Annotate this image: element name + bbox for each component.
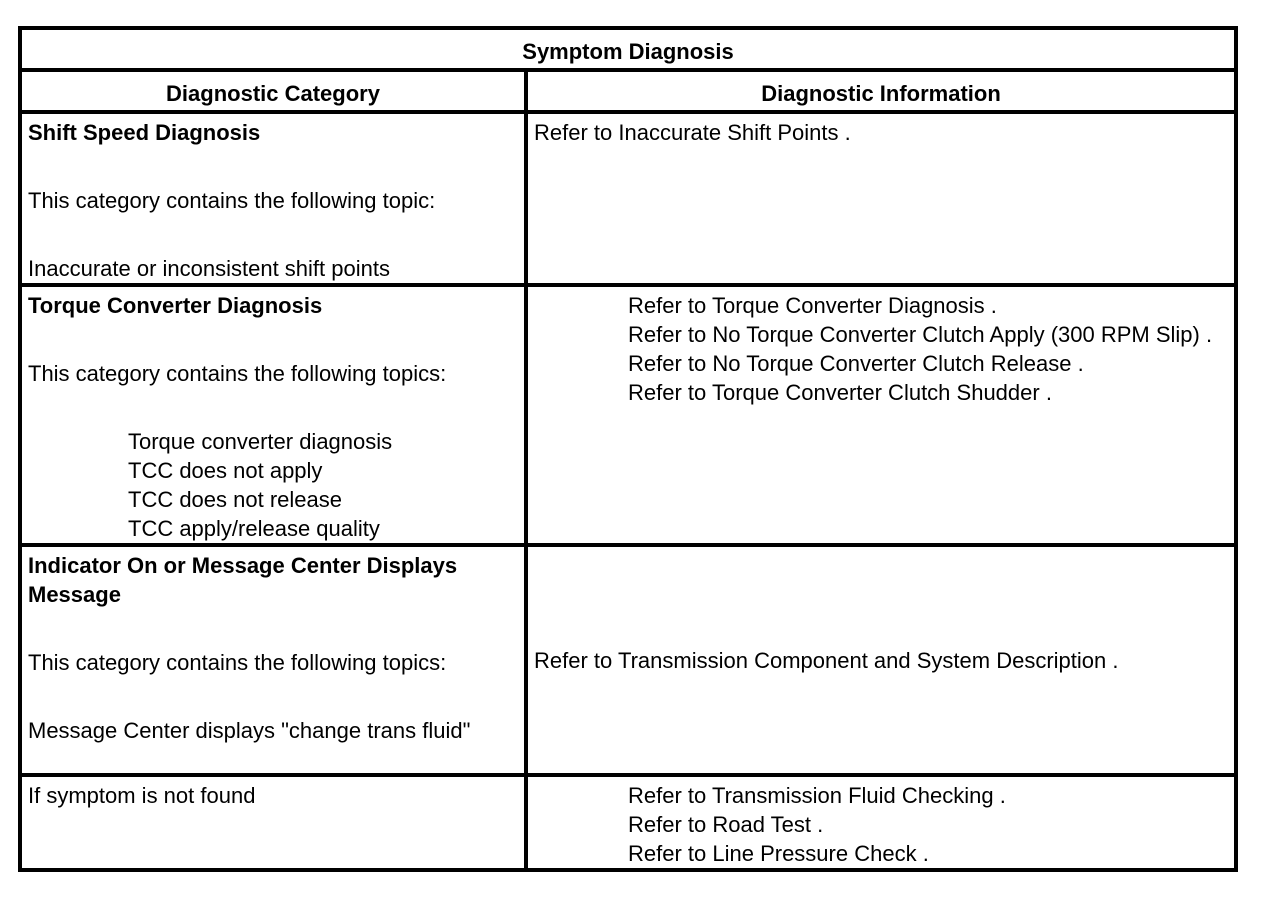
category-intro: This category contains the following topics: (28, 650, 447, 675)
category-topic: Torque converter diagnosis (128, 429, 393, 454)
information-cell (526, 112, 1236, 285)
info-reference: Refer to Inaccurate Shift Points . (534, 120, 851, 145)
header-row (20, 70, 1236, 112)
table-row (20, 285, 1236, 545)
table-row (20, 775, 1236, 870)
header-diagnostic-information: Diagnostic Information (526, 70, 1236, 112)
information-cell (526, 545, 1236, 775)
category-cell (20, 285, 526, 545)
info-reference: Refer to Torque Converter Clutch Shudder . (628, 380, 1052, 405)
info-reference: Refer to Line Pressure Check . (628, 841, 929, 866)
category-cell (20, 775, 526, 870)
topic-list (28, 427, 518, 543)
category-title: Torque Converter Diagnosis (28, 293, 323, 318)
category-title: If symptom is not found (28, 783, 256, 808)
info-reference: Refer to Transmission Fluid Checking . (628, 783, 1006, 808)
category-intro: This category contains the following topics: (28, 361, 447, 386)
table-row (20, 112, 1236, 285)
category-topic: Message Center displays "change trans fluid" (28, 718, 471, 743)
category-cell (20, 545, 526, 775)
title-row (20, 28, 1236, 70)
information-cell (526, 775, 1236, 870)
info-reference: Refer to Transmission Component and System Description . (534, 647, 1119, 673)
symptom-diagnosis-table (18, 26, 1238, 872)
category-topic: TCC apply/release quality (128, 516, 380, 541)
category-topic: TCC does not apply (128, 458, 323, 483)
info-reference: Refer to Torque Converter Diagnosis . (628, 293, 997, 318)
info-reference: Refer to No Torque Converter Clutch Release . (628, 351, 1084, 376)
category-title: Indicator On or Message Center Displays Message (28, 553, 458, 607)
table-title: Symptom Diagnosis (20, 28, 1236, 70)
info-reference: Refer to No Torque Converter Clutch Apply (300 RPM Slip) . (628, 322, 1213, 347)
information-cell (526, 285, 1236, 545)
category-title: Shift Speed Diagnosis (28, 120, 261, 145)
info-reference: Refer to Road Test . (628, 812, 824, 837)
category-cell (20, 112, 526, 285)
table-row (20, 545, 1236, 775)
header-diagnostic-category: Diagnostic Category (20, 70, 526, 112)
category-intro: This category contains the following topic: (28, 188, 436, 213)
category-topic: TCC does not release (128, 487, 342, 512)
category-topic: Inaccurate or inconsistent shift points (28, 256, 390, 281)
